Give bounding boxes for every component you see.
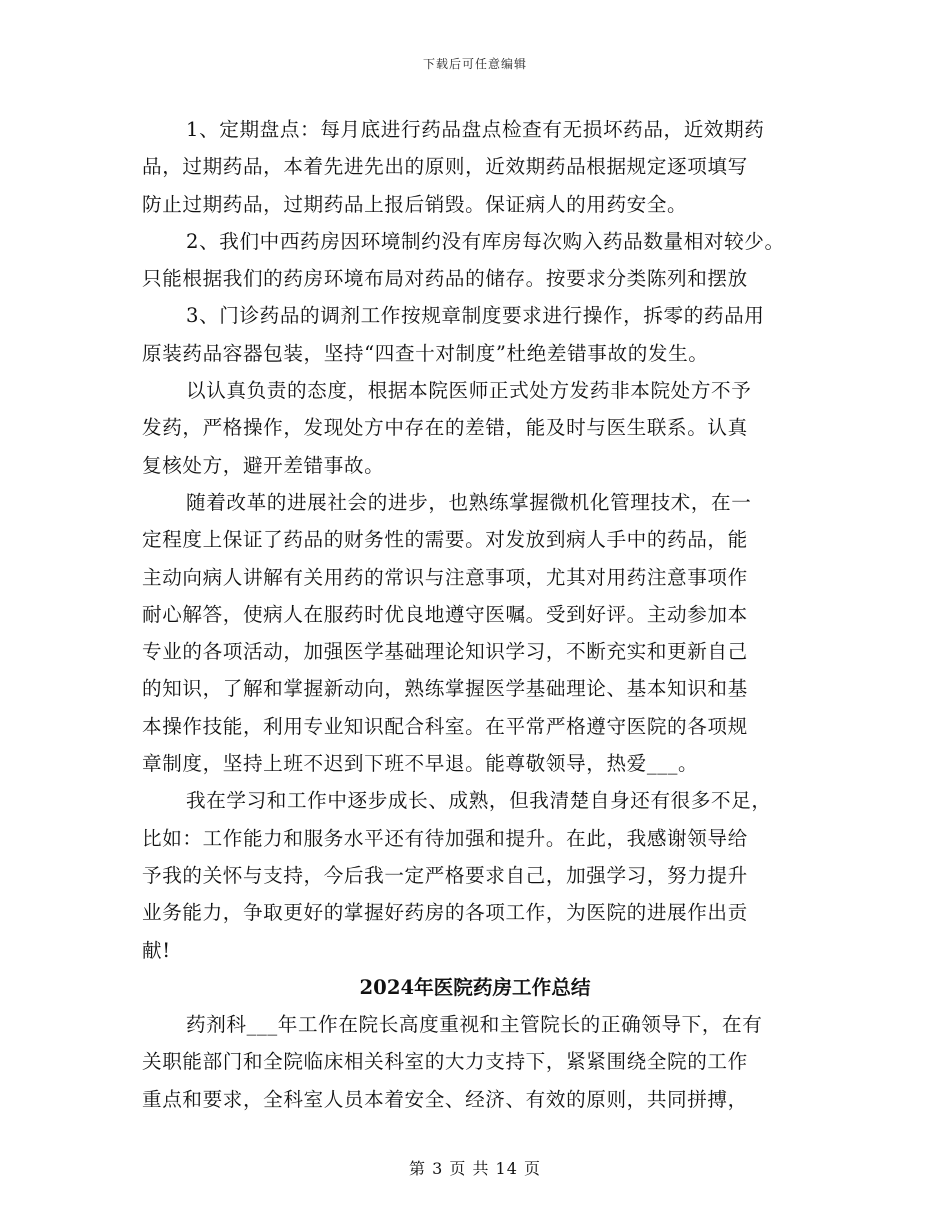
- text-line: 比如：工作能力和服务水平还有待加强和提升。在此，我感谢领导给: [142, 826, 748, 850]
- text-line: 予我的关怀与支持，今后我一定严格要求自己，加强学习，努力提升: [142, 863, 748, 887]
- text-line: 2、我们中西药房因环境制约没有库房每次购入药品数量相对较少。: [186, 229, 785, 253]
- text-line: 品，过期药品，本着先进先出的原则，近效期药品根据规定逐项填写: [142, 155, 748, 179]
- text-line: 主动向病人讲解有关用药的常识与注意事项，尤其对用药注意事项作: [142, 565, 748, 589]
- text-line: 我在学习和工作中逐步成长、成熟，但我清楚自身还有很多不足，: [186, 789, 772, 813]
- text-line: 的知识，了解和掌握新动向，熟练掌握医学基础理论、基本知识和基: [142, 677, 748, 701]
- text-line: 只能根据我们的药房环境布局对药品的储存。按要求分类陈列和摆放: [142, 267, 748, 291]
- text-line: 专业的各项活动，加强医学基础理论知识学习，不断充实和更新自己: [142, 640, 748, 664]
- text-line: 复核处方，避开差错事故。: [142, 453, 385, 477]
- text-line: 章制度，坚持上班不迟到下班不早退。能尊敬领导，热爱___。: [142, 752, 699, 776]
- text-line: 防止过期药品，过期药品上报后销毁。保证病人的用药安全。: [142, 192, 688, 216]
- page-footer: 第 3 页 共 14 页: [409, 1159, 541, 1178]
- text-line: 献!: [142, 938, 171, 962]
- text-line: 本操作技能，利用专业知识配合科室。在平常严格遵守医院的各项规: [142, 714, 748, 738]
- text-line: 随着改革的进展社会的进步，也熟练掌握微机化管理技术，在一: [186, 490, 752, 514]
- text-line: 业务能力，争取更好的掌握好药房的各项工作，为医院的进展作出贡: [142, 901, 748, 925]
- text-line: 药剂科___年工作在院长高度重视和主管院长的正确领导下，在有: [186, 1013, 763, 1037]
- text-line: 3、门诊药品的调剂工作按规章制度要求进行操作，拆零的药品用: [186, 304, 765, 328]
- text-line: 耐心解答，使病人在服药时优良地遵守医嘱。受到好评。主动参加本: [142, 602, 748, 626]
- text-line: 原装药品容器包装，坚持“四查十对制度”杜绝差错事故的发生。: [142, 341, 709, 365]
- text-line: 以认真负责的态度，根据本院医师正式处方发药非本院处方不予: [186, 379, 752, 403]
- text-line: 发药，严格操作，发现处方中存在的差错，能及时与医生联系。认真: [142, 416, 748, 440]
- document-body: [142, 111, 808, 1118]
- text-line: 1、定期盘点：每月底进行药品盘点检查有无损坏药品，近效期药: [186, 118, 765, 141]
- text-line: 定程度上保证了药品的财务性的需要。对发放到病人手中的药品，能: [142, 528, 748, 552]
- text-line: 重点和要求，全科室人员本着安全、经济、有效的原则，共同拼搏，: [142, 1087, 748, 1111]
- section-title: 2024年医院药房工作总结: [359, 975, 591, 999]
- text-line: 关职能部门和全院临床相关科室的大力支持下，紧紧围绕全院的工作: [142, 1050, 748, 1074]
- body-paragraphs-continued: [142, 1006, 808, 1118]
- body-paragraphs: [142, 111, 808, 969]
- page-header: 下载后可任意编辑: [422, 57, 527, 71]
